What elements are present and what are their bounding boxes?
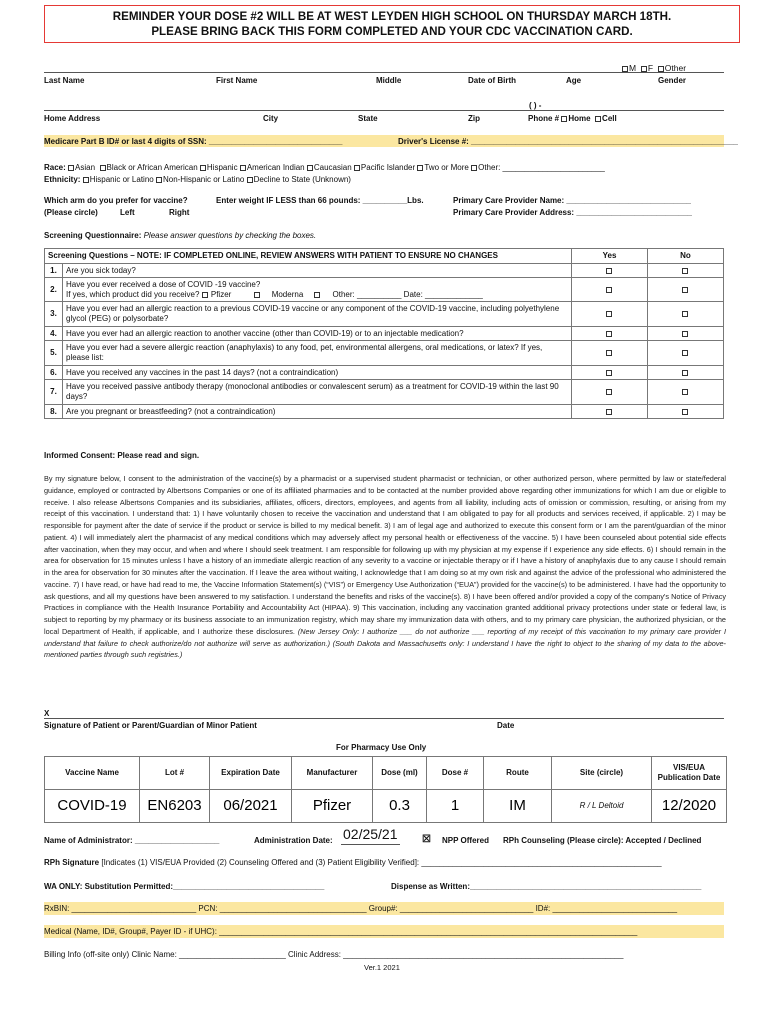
pcp-address-field[interactable]: Primary Care Provider Address: __________________________ [453, 208, 692, 217]
address-line[interactable] [44, 110, 724, 111]
home-phone-checkbox[interactable] [561, 116, 567, 122]
table-row: 7. Have you received passive antibody therapy (monoclonal antibodies or convalescent serum) as a treatment for COVID-19 within the last 90 days? [45, 380, 724, 405]
zip-label: Zip [468, 114, 480, 123]
race-checkbox[interactable] [471, 165, 477, 171]
table-row: 2. Have you ever received a dose of COVID -19 vaccine? If yes, which product did you receive? Pfizer Moderna Other: __________ Date: _____________ [45, 278, 724, 302]
rph-counseling[interactable]: RPh Counseling (Please circle): Accepted / Declined [503, 836, 702, 845]
yes-checkbox[interactable] [606, 409, 612, 415]
vaccine-name-value[interactable]: COVID-19 [45, 790, 140, 823]
gender-label: Gender [658, 76, 687, 85]
table-row: 6. Have you received any vaccines in the past 14 days? (not a contraindication) [45, 366, 724, 380]
middle-label: Middle [376, 76, 402, 85]
signature-label: Signature of Patient or Parent/Guardian of Minor Patient [44, 721, 257, 730]
route-value[interactable]: IM [484, 790, 552, 823]
weight-field[interactable]: Enter weight IF LESS than 66 pounds: __________Lbs. [216, 196, 424, 205]
question-text: Are you sick today? [63, 264, 572, 278]
npp-offered-label: NPP Offered [442, 836, 489, 845]
medical-row[interactable]: Medical (Name, ID#, Group#, Payer ID - if UHC): ______________________________________________________________________________________________ [44, 927, 638, 936]
arm-question: Which arm do you prefer for vaccine? [44, 196, 188, 205]
consent-title: Informed Consent: Please read and sign. [44, 451, 200, 460]
dispense-as-written-field[interactable]: Dispense as Written:____________________________________________________ [391, 882, 702, 891]
table-header-row [45, 249, 724, 264]
arm-left-option[interactable]: Left [120, 208, 135, 217]
signature-x: X [44, 709, 50, 718]
yes-checkbox[interactable] [606, 350, 612, 356]
last-name-label: Last Name [44, 76, 85, 85]
race-checkbox[interactable] [417, 165, 423, 171]
drivers-license-field[interactable]: Driver's License #: ____________________________________________________________ [398, 137, 739, 146]
version-label: Ver.1 2021 [364, 963, 400, 972]
pharmacy-table [44, 756, 727, 823]
no-header: No [648, 249, 724, 264]
manufacturer-value[interactable]: Pfizer [292, 790, 373, 823]
yes-checkbox[interactable] [606, 370, 612, 376]
race-checkbox[interactable] [200, 165, 206, 171]
pfizer-checkbox[interactable] [202, 292, 208, 298]
no-checkbox[interactable] [682, 350, 688, 356]
state-label: State [358, 114, 378, 123]
yes-header: Yes [572, 249, 648, 264]
yes-checkbox[interactable] [606, 331, 612, 337]
npp-checkbox-checked[interactable]: ☒ [422, 834, 431, 845]
screening-title: Screening Questionnaire: Please answer questions by checking the boxes. [44, 231, 317, 240]
pharmacy-values-row [45, 790, 727, 823]
ethnicity-checkbox[interactable] [156, 177, 162, 183]
other-product-checkbox[interactable] [314, 292, 320, 298]
question-text: Have you ever had a severe allergic reaction (anaphylaxis) to any food, pet, environmental allergens, oral medications, or latex? If yes, please list: [63, 341, 572, 366]
no-checkbox[interactable] [682, 311, 688, 317]
phone-label-group: Phone # Home Cell [528, 114, 617, 123]
banner-line-2: PLEASE BRING BACK THIS FORM COMPLETED AND YOUR CDC VACCINATION CARD. [151, 25, 633, 38]
vis-date-value[interactable]: 12/2020 [652, 790, 727, 823]
admin-date-label: Administration Date: [254, 836, 333, 845]
race-checkbox[interactable] [307, 165, 313, 171]
ethnicity-checkbox[interactable] [83, 177, 89, 183]
question-text: Have you received passive antibody therapy (monoclonal antibodies or convalescent serum) as a treatment for COVID-19 within the last 90 days? [63, 380, 572, 405]
table-row: 3. Have you ever had an allergic reaction to a previous COVID-19 vaccine or any component of the COVID-19 vaccine, including polyethylene glycol (PEG) or polysorbate? [45, 302, 724, 327]
consent-text: By my signature below, I consent to the administration of the vaccine(s) by a pharmacist or a supervised student pharmacist or technician, or other authorized person, where permitted by law or state/federal guidance, employed or contracted by Albertsons Companies or one of its affiliated pharmacies and to be contacted at the number provided above regarding other immunizations for which I am due or eligible to receive. I also release Albertsons Companies and its subsidiaries, affiliates, officers, directors, employees, and agents from all liability, including acts of omission or commission, resulting, or arising from my receipt of this vaccination. I understand that: 1) I have voluntarily chosen to receive the vaccination and understand that I am obligated to pay for all products and services received, if applicable. 2) I may be responsible for payment after the date of service if the product or service is billed to my medical benefit. 3) I am of legal age and authorized to execute this consent form or I am the parent/guardian of the minor patient. 4) I will immediately alert the pharmacist of any medical conditions which may adversely affect my personal health or effectiveness of the vaccine. 5) I have been counseled about potential side effects after vaccination, when they may occur, and when and where I should seek treatment. I am responsible for following up with my physician at my expense if I experience any side effects. 6) I should remain in the area for observation for 15 minutes unless I have a history of an immediate allergic reaction of any severity to a vaccine or injectable therapy or if I have a history of anaphylaxis due to any cause I should remain in the area for observation for 30 minutes after the vaccination. If I leave the area without waiting, I acknowledge that I am doing so at my own risk and against the advice of the professional who administered the vaccine. 7) I have read, or have had read to me, the Vaccine Information Statement(s) (“VIS”) or Emergency Use Authorization (“EUA”) provided for the vaccine(s) to be administered. I have had the opportunity to ask questions, and all my questions have been answered to my satisfaction. I understand the benefits and risks of the vaccine(s). 8) I have been offered and/or provided a copy of the company's Notice of Privacy Practices in compliance with the Health Insurance Portability and Accountability Act (HIPAA). 9) This vaccination, including any vaccination granted additional privacy protections under state or federal law, is subject to reporting by my pharmacy or its business associate to an immunization registry, which may share my immunization data with others, and to my primary care physician, the authorized physician, or the local Department of Health, if applicable, and I authorize these disclosures. (New Jersey Only: I authorize ___ do not authorize ___ reporting of my receipt of this vaccination to my primary care provider I understand that failure to check authorize/do not authorize will serve as authorization.) (South Dakota and Massachusetts only: I understand I have the right to object to the sharing of my data to the above-mentioned parties through such registries.) [44, 474, 726, 660]
no-checkbox[interactable] [682, 389, 688, 395]
medicare-field[interactable]: Medicare Part B ID# or last 4 digits of SSN: ______________________________ [44, 137, 343, 146]
age-label: Age [566, 76, 582, 85]
race-checkbox[interactable] [68, 165, 74, 171]
screening-header: Screening Questions – NOTE: IF COMPLETED ONLINE, REVIEW ANSWERS WITH PATIENT TO ENSURE NO CHANGES [45, 249, 572, 264]
rph-signature-field[interactable]: RPh Signature [Indicates (1) VIS/EUA Provided (2) Counseling Offered and (3) Patient Eligibility Verified]: ______________________________________________________ [44, 858, 662, 867]
race-row: Race: Asian Black or African American Hispanic American Indian Caucasian Pacific Islander Two or More Other: _______________________ [44, 163, 605, 172]
home-address-label: Home Address [44, 114, 101, 123]
no-checkbox[interactable] [682, 331, 688, 337]
rxbin-row[interactable]: RxBIN: ____________________________ PCN: _________________________________ Group#: ______________________________ ID#: ____________________________ [44, 904, 678, 913]
pcp-name-field[interactable]: Primary Care Provider Name: ____________________________ [453, 196, 691, 205]
question-text: Have you received any vaccines in the past 14 days? (not a contraindication) [63, 366, 572, 380]
question-text: Are you pregnant or breastfeeding? (not a contraindication) [63, 405, 572, 419]
banner-line-1: REMINDER YOUR DOSE #2 WILL BE AT WEST LEYDEN HIGH SCHOOL ON THURSDAY MARCH 18TH. [112, 10, 672, 23]
table-row: 8. Are you pregnant or breastfeeding? (not a contraindication) [45, 405, 724, 419]
reminder-banner [44, 5, 740, 43]
lot-value[interactable]: EN6203 [140, 790, 210, 823]
no-checkbox[interactable] [682, 287, 688, 293]
dose-ml-value[interactable]: 0.3 [373, 790, 427, 823]
pharmacy-title: For Pharmacy Use Only [336, 743, 427, 752]
city-label: City [263, 114, 279, 123]
table-row: 5. Have you ever had a severe allergic reaction (anaphylaxis) to any food, pet, environmental allergens, oral medications, or latex? If yes, please list: [45, 341, 724, 366]
signature-date-label: Date [497, 721, 515, 730]
wa-substitution-field[interactable]: WA ONLY: Substitution Permitted:__________________________________ [44, 882, 325, 891]
first-name-label: First Name [216, 76, 258, 85]
yes-checkbox[interactable] [606, 268, 612, 274]
billing-row[interactable]: Billing Info (off-site only) Clinic Name: ________________________ Clinic Address: _______________________________________________________________ [44, 950, 624, 959]
admin-date-value[interactable]: 02/25/21 [341, 826, 400, 845]
dob-label: Date of Birth [468, 76, 516, 85]
expiration-value[interactable]: 06/2021 [210, 790, 292, 823]
screening-table [44, 248, 724, 419]
administrator-name-field[interactable]: Name of Administrator: ___________________ [44, 836, 220, 845]
table-row: 4. Have you ever had an allergic reaction to another vaccine (other than COVID-19) or to an injectable medication? [45, 327, 724, 341]
arm-right-option[interactable]: Right [169, 208, 190, 217]
question-text: Have you ever received a dose of COVID -19 vaccine? If yes, which product did you receive? Pfizer Moderna Other: __________ Date: _____________ [63, 278, 572, 302]
pharmacy-header-row: Vaccine Name Lot # Expiration Date Manufacturer Dose (ml) Dose # Route Site (circle) VIS/EUA Publication Date [45, 757, 727, 790]
gender-options: M F Other [622, 63, 686, 74]
no-checkbox[interactable] [682, 409, 688, 415]
cell-phone-checkbox[interactable] [595, 116, 601, 122]
no-checkbox[interactable] [682, 370, 688, 376]
dose-number-value[interactable]: 1 [427, 790, 484, 823]
question-text: Have you ever had an allergic reaction to a previous COVID-19 vaccine or any component of the COVID-19 vaccine, including polyethylene glycol (PEG) or polysorbate? [63, 302, 572, 327]
table-row: 1. Are you sick today? [45, 264, 724, 278]
race-checkbox[interactable] [100, 165, 106, 171]
race-checkbox[interactable] [354, 165, 360, 171]
ethnicity-checkbox[interactable] [247, 177, 253, 183]
yes-checkbox[interactable] [606, 389, 612, 395]
signature-line[interactable] [44, 718, 724, 719]
yes-checkbox[interactable] [606, 311, 612, 317]
site-value[interactable]: R / L Deltoid [552, 790, 652, 823]
moderna-checkbox[interactable] [254, 292, 260, 298]
name-line[interactable] [44, 72, 724, 73]
phone-area: ( ) - [529, 101, 542, 110]
question-text: Have you ever had an allergic reaction to another vaccine (other than COVID-19) or to an injectable medication? [63, 327, 572, 341]
ethnicity-row: Ethnicity: Hispanic or Latino Non-Hispanic or Latino Decline to State (Unknown) [44, 175, 351, 184]
race-checkbox[interactable] [240, 165, 246, 171]
no-checkbox[interactable] [682, 268, 688, 274]
arm-circle-hint: (Please circle) [44, 208, 98, 217]
yes-checkbox[interactable] [606, 287, 612, 293]
